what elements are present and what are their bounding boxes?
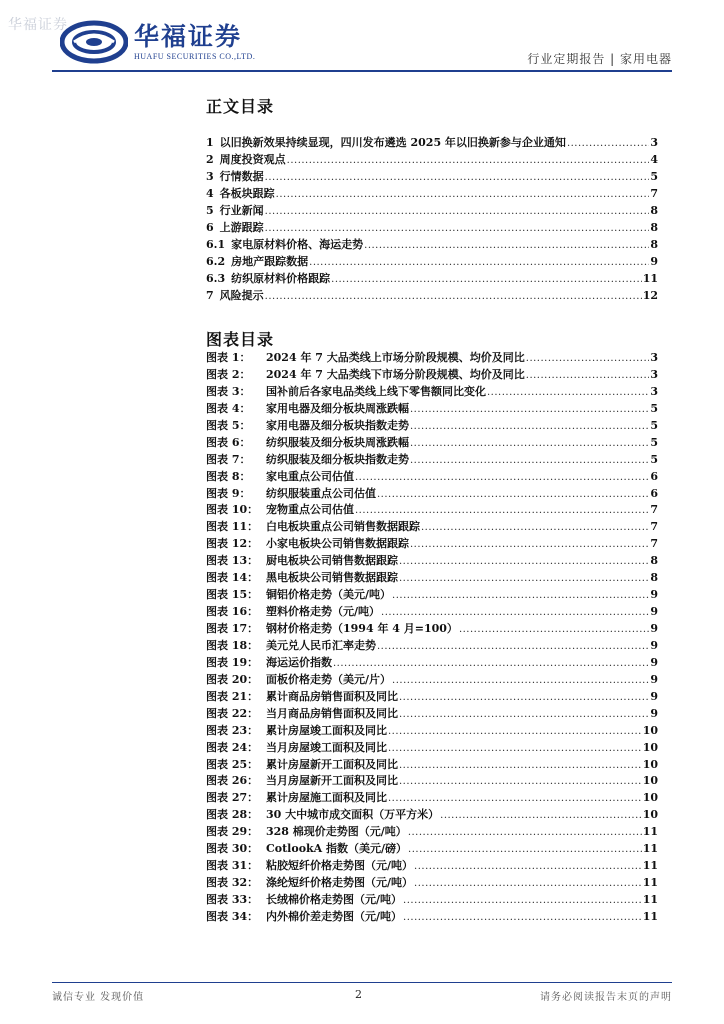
toc-entry-number: 7 [206,289,214,302]
toc-entry-number: 3 [206,170,214,183]
figure-entry-number: 图表 27： [206,791,259,805]
toc-entry-leader [265,291,642,302]
figure-entry-label: 涤纶短纤价格走势图（元/吨） [266,876,414,890]
figure-entry-number: 图表 11： [206,520,259,534]
figure-entry[interactable] [206,366,658,383]
figure-entry-number: 图表 6： [206,435,251,449]
figure-entry-label: 累计房屋新开工面积及同比 [266,757,398,771]
toc-entry-page: 8 [650,221,658,234]
figure-entry[interactable] [206,434,658,451]
figure-entry-label: 宠物重点公司估值 [266,503,354,517]
figure-entry-label: 当月商品房销售面积及同比 [266,706,398,720]
toc-entry[interactable] [206,270,658,287]
toc-entry[interactable] [206,219,658,236]
figure-entry-label: 纺织服装及细分板块指数走势 [266,452,409,466]
figure-entry[interactable] [206,705,658,722]
figure-entry[interactable] [206,417,658,434]
toc-entry[interactable] [206,185,658,202]
figure-entry[interactable] [206,688,658,705]
figure-entry-page: 7 [650,520,658,534]
figure-entry-label: 国补前后各家电品类线上线下零售额同比变化 [266,384,486,398]
toc-entry[interactable] [206,236,658,253]
figure-entry-number: 图表 9： [206,486,251,500]
figure-entry[interactable] [206,586,658,603]
toc-entry-leader [276,189,650,200]
figure-entry-leader [355,505,649,516]
figure-entry-page: 9 [650,605,658,619]
figure-entry-leader [408,844,642,855]
figure-entry-number: 图表 18： [206,638,259,652]
figure-entry-label: 小家电板块公司销售数据跟踪 [266,537,409,551]
figure-entry[interactable] [206,518,658,535]
figure-entry-page: 10 [642,757,658,771]
toc-entry-label: 周度投资观点 [219,153,286,166]
figure-entry[interactable] [206,874,658,891]
toc-entry-number: 6.2 [206,255,226,268]
figure-entry[interactable] [206,468,658,485]
figure-entry-page: 8 [650,554,658,568]
toc-entry-label: 家电原材料价格、海运走势 [231,238,364,251]
toc-list [206,134,658,304]
figure-entry-page: 11 [642,893,658,906]
figure-entry-leader [526,370,650,381]
figure-entry-label: 累计商品房销售面积及同比 [266,689,398,703]
figure-entry-number: 图表 24： [206,740,259,754]
figure-entry-page: 9 [650,655,658,669]
figure-entry-leader [487,387,649,398]
figure-entry-number: 图表 21： [206,689,259,703]
toc-entry-leader [287,155,650,166]
toc-entry[interactable] [206,168,658,185]
figure-entry[interactable] [206,671,658,688]
figure-entry-number: 图表 29： [206,825,259,839]
figure-entry-page: 6 [650,486,658,500]
toc-entry-label: 房地产跟踪数据 [231,255,309,268]
figure-entry-page: 9 [650,672,658,686]
toc-entry-number: 4 [206,187,214,200]
header-divider [52,70,672,72]
toc-entry-leader [364,240,649,251]
figure-entry[interactable] [206,772,658,789]
toc-entry-page: 11 [642,272,658,285]
toc-entry[interactable] [206,253,658,270]
toc-entry-leader [567,138,649,149]
toc-entry-page: 4 [650,153,658,166]
figure-entry[interactable] [206,569,658,586]
figure-entry[interactable] [206,857,658,874]
figure-entry-label: 累计房屋施工面积及同比 [266,791,387,805]
figure-entry-leader [403,912,642,923]
figure-entry-page: 11 [642,825,658,839]
figure-entry-page: 10 [642,808,658,822]
figure-entry-page: 3 [650,351,658,364]
figure-entry-number: 图表 30： [206,842,259,856]
figure-entry-leader [414,878,642,889]
figure-entry-leader [333,658,649,669]
figure-entry-leader [399,556,649,567]
figure-entry[interactable] [206,535,658,552]
figure-entry-page: 9 [650,588,658,602]
figure-entry-leader [526,353,650,364]
figure-entry-page: 11 [642,859,658,873]
figure-entry-label: 当月房屋竣工面积及同比 [266,740,387,754]
figure-entry-page: 9 [650,689,658,703]
toc-entry-label: 上游跟踪 [219,221,264,234]
figure-entry[interactable] [206,806,658,823]
figure-entry-label: 长绒棉价格走势图（元/吨） [266,893,403,906]
figure-entry-leader [377,641,649,652]
figure-entry-number: 图表 4： [206,401,251,415]
toc-entry-page: 12 [642,289,658,302]
figure-entry-leader [414,861,642,872]
figure-entry-label: 纺织服装重点公司估值 [266,486,376,500]
figure-entry-label: 厨电板块公司销售数据跟踪 [266,554,398,568]
figure-entry-label: 铜铝价格走势（美元/吨） [266,588,392,602]
toc-entry-label: 以旧换新效果持续显现，四川发布遴选 2025 年以旧换新参与企业通知 [219,136,566,149]
toc-entry-label: 行业新闻 [219,204,264,217]
figure-entry-label: 2024 年 7 大品类线上市场分阶段规模、均价及同比 [266,351,525,364]
figure-entry-page: 9 [650,622,658,635]
figure-entry-label: 累计房屋竣工面积及同比 [266,723,387,737]
figure-entry-page: 3 [650,384,658,398]
figure-entry-page: 9 [650,638,658,652]
toc-entry[interactable] [206,202,658,219]
figure-entry-leader [403,895,642,906]
figure-entry-number: 图表 26： [206,774,259,788]
figure-entry-label: 白电板块重点公司销售数据跟踪 [266,520,420,534]
figure-entry[interactable] [206,485,658,502]
figure-entry[interactable] [206,620,658,637]
toc-entry-number: 6.1 [206,238,226,251]
figure-entry-page: 5 [650,418,658,432]
figure-entry-leader [410,539,649,550]
figure-entry[interactable] [206,891,658,908]
figure-entry-page: 11 [642,842,658,856]
toc-entry-page: 8 [650,204,658,217]
figure-entry-label: CotlookA 指数（美元/磅） [266,842,408,856]
figure-entry-page: 10 [642,740,658,754]
figure-entry[interactable] [206,823,658,840]
toc-entry-leader [265,206,650,217]
figure-entry[interactable] [206,349,658,366]
figure-entry-label: 家用电器及细分板块周涨跌幅 [266,401,409,415]
toc-title: 正文目录 [206,97,275,116]
figure-entry-leader [392,590,649,601]
toc-entry-page: 9 [650,255,658,268]
toc-entry-page: 3 [650,136,658,149]
figure-entry-leader [408,827,642,838]
toc-entry-leader [309,257,649,268]
figure-entry-number: 图表 3： [206,384,251,398]
page-number: 2 [355,988,362,1001]
figure-entry-number: 图表 16： [206,605,259,619]
figure-entry-label: 面板价格走势（美元/片） [266,672,392,686]
figure-entry-page: 9 [650,706,658,720]
figure-entry-number: 图表 14： [206,571,259,585]
figure-entry-page: 11 [642,909,658,923]
figure-entry-page: 5 [650,401,658,415]
figure-entry[interactable] [206,552,658,569]
figure-entry-leader [399,709,649,720]
figure-entry-label: 美元兑人民币汇率走势 [266,638,376,652]
figure-entry-label: 328 棉现价走势图（元/吨） [266,825,407,839]
figure-entry[interactable] [206,383,658,400]
logo-en-text: HUAFU SECURITIES CO.,LTD. [134,52,256,61]
footer-divider [52,982,672,983]
figure-entry-number: 图表 25： [206,757,259,771]
figure-entry[interactable] [206,722,658,739]
figure-entry-label: 海运运价指数 [266,655,332,669]
figure-entry-number: 图表 13： [206,554,259,568]
figure-entry-leader [399,760,642,771]
figure-entry-page: 7 [650,537,658,551]
figure-entry-label: 钢材价格走势（1994 年 4 月=100） [266,622,458,635]
figure-entry-number: 图表 12： [206,537,259,551]
company-logo [60,20,255,64]
figure-entry-leader [399,692,649,703]
figure-entry-number: 图表 22： [206,706,259,720]
toc-entry-leader [331,274,642,285]
figure-entry-leader [440,810,642,821]
figure-entry-page: 3 [650,367,658,381]
figure-entry-number: 图表 17： [206,622,259,635]
toc-entry-number: 2 [206,153,214,166]
figure-entry[interactable] [206,501,658,518]
toc-entry-leader [265,223,650,234]
figure-entry-label: 塑料价格走势（元/吨） [266,605,381,619]
figure-entry-number: 图表 19： [206,655,259,669]
figure-entry-page: 8 [650,571,658,585]
figure-entry-number: 图表 31： [206,859,259,873]
figure-entry[interactable] [206,603,658,620]
figure-entry-leader [388,793,642,804]
figure-entry-page: 5 [650,435,658,449]
toc-entry-number: 6.3 [206,272,226,285]
toc-entry[interactable] [206,151,658,168]
figure-entry-label: 30 大中城市成交面积（万平方米） [266,808,440,822]
figure-entry[interactable] [206,654,658,671]
figure-entry-number: 图表 2： [206,367,251,381]
toc-entry-number: 5 [206,204,214,217]
toc-entry-label: 各板块跟踪 [219,187,275,200]
figure-entry-number: 图表 23： [206,723,259,737]
figure-entry[interactable] [206,739,658,756]
figure-entry-number: 图表 33： [206,893,259,906]
figure-entry-number: 图表 10： [206,503,259,517]
figure-entry-leader [355,472,649,483]
figure-entry-page: 11 [642,876,658,890]
toc-entry-page: 8 [650,238,658,251]
figure-entry[interactable] [206,637,658,654]
toc-entry-number: 1 [206,136,214,149]
figure-entry-leader [410,438,649,449]
figure-entry-number: 图表 34： [206,909,259,923]
figure-entry-number: 图表 32： [206,876,259,890]
footer-disclaimer: 请务必阅读报告末页的声明 [540,992,672,1003]
figure-entry-label: 黑电板块公司销售数据跟踪 [266,571,398,585]
figure-entry-page: 7 [650,503,658,517]
watermark: 华福证券 [8,17,68,33]
figure-entry-label: 粘胶短纤价格走势图（元/吨） [266,859,414,873]
figure-entry-leader [381,607,649,618]
toc-entry-label: 纺织原材料价格跟踪 [231,272,331,285]
huafu-logo-icon [60,20,128,64]
figure-entry[interactable] [206,400,658,417]
figure-entry-leader [459,624,649,635]
figure-entry-label: 纺织服装及细分板块周涨跌幅 [266,435,409,449]
figure-entry-page: 10 [642,791,658,805]
figure-entry-label: 家电重点公司估值 [266,469,354,483]
figure-entry-leader [410,421,649,432]
figure-entry[interactable] [206,451,658,468]
toc-entry[interactable] [206,287,658,304]
figure-entry-number: 图表 7： [206,452,251,466]
figure-entry-number: 图表 15： [206,588,259,602]
figure-entry-label: 内外棉价差走势图（元/吨） [266,909,403,923]
toc-entry[interactable] [206,134,658,151]
figure-entry-number: 图表 1： [206,351,251,364]
figure-entry-number: 图表 8： [206,469,251,483]
figure-entry-label: 家用电器及细分板块指数走势 [266,418,409,432]
figure-entry-leader [388,743,642,754]
toc-entry-page: 5 [650,170,658,183]
figure-entry-leader [410,455,649,466]
figure-entry-label: 2024 年 7 大品类线下市场分阶段规模、均价及同比 [266,367,525,381]
figure-entry[interactable] [206,840,658,857]
figure-entry-leader [377,489,649,500]
figure-entry[interactable] [206,789,658,806]
footer-slogan: 诚信专业 发现价值 [52,992,145,1003]
figure-entry-leader [399,776,642,787]
toc-entry-label: 行情数据 [219,170,264,183]
figure-entry-page: 6 [650,469,658,483]
figure-entry-page: 5 [650,452,658,466]
figure-entry-leader [410,404,649,415]
figure-entry-leader [421,522,649,533]
toc-entry-page: 7 [650,187,658,200]
figure-list-title: 图表目录 [206,330,275,349]
figure-entry-label: 当月房屋新开工面积及同比 [266,774,398,788]
figure-entry-leader [392,675,649,686]
figure-entry-leader [388,726,642,737]
toc-entry-label: 风险提示 [219,289,264,302]
figure-entry[interactable] [206,756,658,773]
figure-list [206,349,658,925]
figure-entry-number: 图表 20： [206,672,259,686]
report-type: 行业定期报告 | 家用电器 [527,52,672,66]
toc-entry-number: 6 [206,221,214,234]
figure-entry-page: 10 [642,723,658,737]
figure-entry-page: 10 [642,774,658,788]
logo-cn-text: 华福证券 [134,22,243,51]
figure-entry-leader [399,573,649,584]
figure-entry[interactable] [206,908,658,925]
figure-entry-number: 图表 5： [206,418,251,432]
figure-entry-number: 图表 28： [206,808,259,822]
toc-entry-leader [265,172,650,183]
